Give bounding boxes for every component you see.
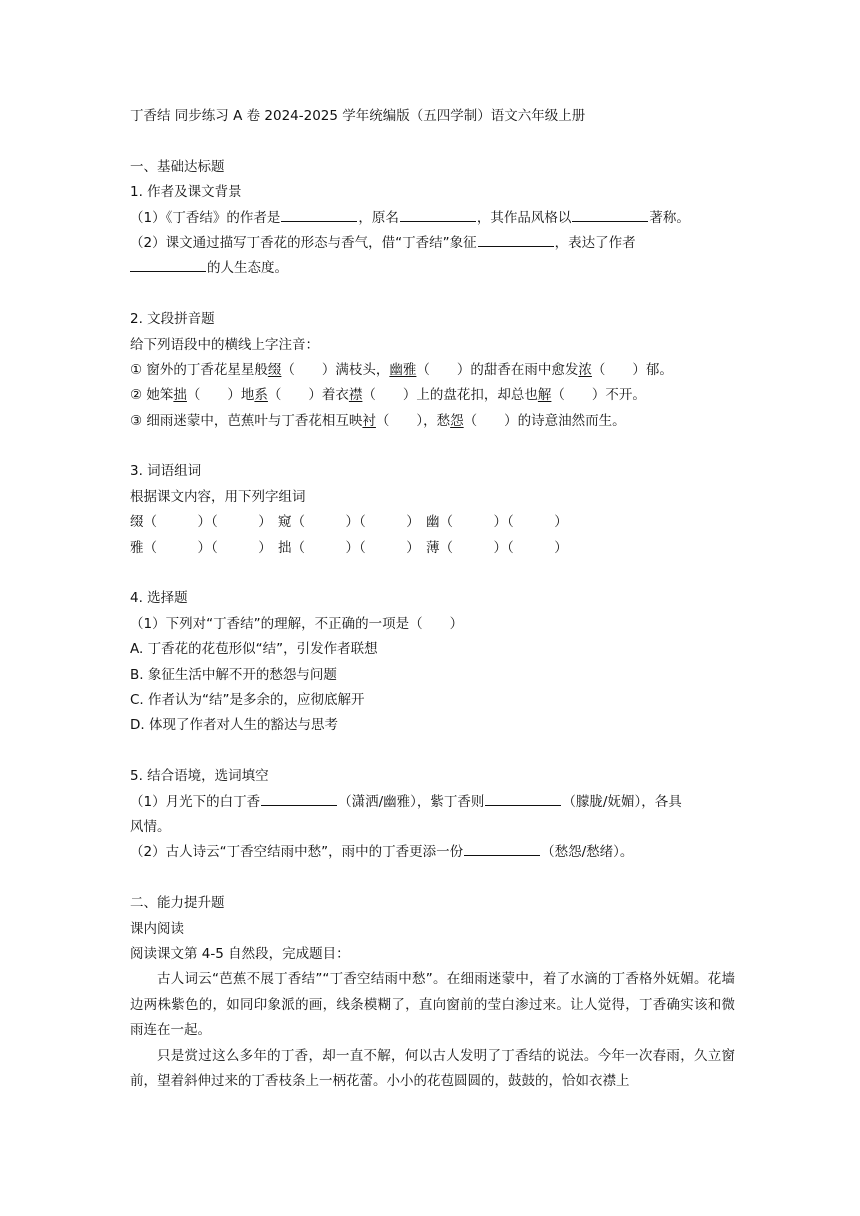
q5-line1: （1）月光下的白丁香 （潇洒/幽雅），紫丁香则 （朦胧/妩媚），各具 (130, 790, 735, 815)
q1-line1: （1）《丁香结》的作者是 ，原名 ，其作品风格以 著称。 (130, 206, 735, 231)
q5-line3: （2）古人诗云“丁香空结雨中愁”，雨中的丁香更添一份 （愁怨/愁绪）。 (130, 840, 735, 865)
q3-intro: 根据课文内容，用下列字组词 (130, 488, 306, 505)
q5-line2: 风情。 (130, 818, 171, 835)
q4-stem: （1）下列对“丁香结”的理解，不正确的一项是（ ） (130, 615, 464, 632)
answer-blank[interactable] (261, 790, 337, 806)
q4-option-d[interactable]: D. 体现了作者对人生的豁达与思考 (130, 717, 338, 734)
answer-blank[interactable] (464, 840, 540, 856)
section2-subheading: 课内阅读 (130, 920, 184, 937)
answer-blank[interactable] (572, 206, 648, 222)
answer-blank[interactable] (478, 231, 554, 247)
reading-instruction: 阅读课文第 4-5 自然段，完成题目： (130, 945, 350, 962)
q2-intro: 给下列语段中的横线上字注音： (130, 336, 319, 353)
q2-heading: 2. 文段拼音题 (130, 311, 215, 328)
section2-heading: 二、能力提升题 (130, 895, 225, 912)
document-title: 丁香结 同步练习 A 卷 2024-2025 学年统编版（五四学制）语文六年级上册 (130, 108, 586, 124)
q3-row1: 缀（ ）（ ） 窥（ ）（ ） 幽（ ）（ ） (130, 514, 568, 531)
answer-blank[interactable] (400, 206, 476, 222)
q1-line3: 的人生态度。 (130, 256, 735, 281)
q3-row2: 雅（ ）（ ） 拙（ ）（ ） 薄（ ）（ ） (130, 539, 568, 556)
q2-sentence2: ② 她笨拙（ ）地系（ ）着衣襟（ ）上的盘花扣，却总也解（ ）不开。 (130, 387, 646, 404)
q1-line2: （2）课文通过描写丁香花的形态与香气，借“丁香结”象征 ，表达了作者 (130, 231, 735, 256)
answer-blank[interactable] (130, 256, 206, 272)
q4-heading: 4. 选择题 (130, 590, 188, 607)
answer-blank[interactable] (281, 206, 357, 222)
q3-heading: 3. 词语组词 (130, 463, 202, 480)
worksheet (130, 104, 735, 1094)
q5-heading: 5. 结合语境，选词填空 (130, 768, 269, 785)
q4-option-c[interactable]: C. 作者认为“结”是多余的，应彻底解开 (130, 691, 365, 708)
reading-paragraph-2: 只是赏过这么多年的丁香，却一直不解，何以古人发明了丁香结的说法。今年一次春雨，久立窗前，望着斜伸过来的丁香枝条上一柄花蕾。小小的花苞圆圆的，鼓鼓的，恰如衣襟上 (130, 1047, 735, 1089)
section1-heading: 一、基础达标题 (130, 158, 225, 175)
q1-heading: 1. 作者及课文背景 (130, 184, 242, 201)
q2-sentence1: ① 窗外的丁香花星星般缀（ ）满枝头，幽雅（ ）的甜香在雨中愈发浓（ ）郁。 (130, 361, 673, 378)
q4-option-a[interactable]: A. 丁香花的花苞形似“结”，引发作者联想 (130, 641, 378, 658)
q2-sentence3: ③ 细雨迷蒙中，芭蕉叶与丁香花相互映衬（ ），愁怨（ ）的诗意油然而生。 (130, 412, 626, 429)
q4-option-b[interactable]: B. 象征生活中解不开的愁怨与问题 (130, 666, 337, 683)
reading-paragraph-1: 古人词云“芭蕉不展丁香结”“丁香空结雨中愁”。在细雨迷蒙中，着了水滴的丁香格外妩媚。花墙边两株紫色的，如同印象派的画，线条模糊了，直向窗前的莹白渗过来。让人觉得，丁香确实该和微雨连在一起。 (130, 971, 735, 1039)
answer-blank[interactable] (485, 790, 561, 806)
